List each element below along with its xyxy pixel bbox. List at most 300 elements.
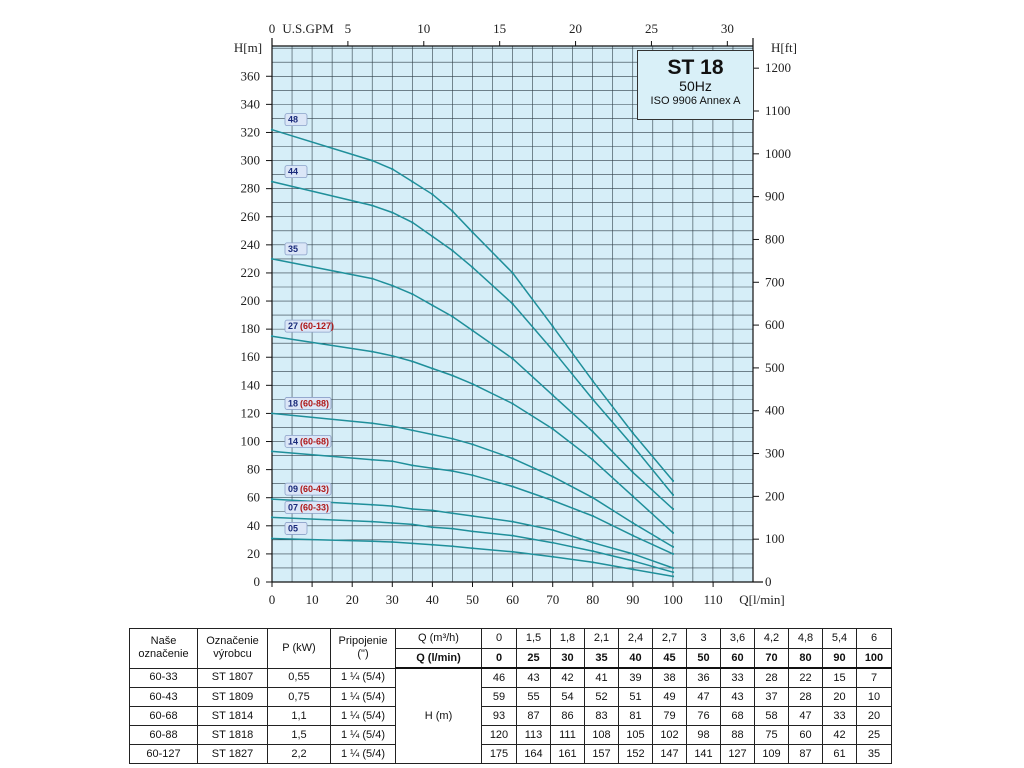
cell-connection: 1 ¼ (5/4) [331,707,396,726]
cell-head-value: 102 [653,726,687,745]
q-m3h-value: 2,1 [585,629,619,649]
cell-head-value: 58 [755,707,789,726]
series-point [632,445,634,447]
right-tick-label: 500 [765,359,785,375]
cell-head-value: 87 [517,707,551,726]
cell-head-value: 81 [619,707,653,726]
cell-connection: 1 ¼ (5/4) [331,668,396,688]
q-lmin-value: 0 [482,649,517,669]
cell-power: 0,55 [268,668,331,688]
cell-head-value: 20 [857,707,892,726]
series-point [632,522,634,524]
cell-head-value: 47 [687,688,721,707]
cell-head-value: 60 [789,726,823,745]
series-point [271,498,273,500]
cell-head-value: 52 [585,688,619,707]
series-point [511,551,513,553]
series-point [672,571,674,573]
series-tag-label: 27 [288,321,299,332]
series-point [451,210,453,212]
table-header-row [130,629,892,649]
series-point [511,457,513,459]
cell-head-value: 51 [619,688,653,707]
cell-power: 0,75 [268,688,331,707]
y-tick-label: 160 [240,349,260,365]
cell-head-value: 47 [789,707,823,726]
header-head: H (m) [396,668,482,764]
top-tick-label: 25 [644,21,658,36]
y-tick-label: 320 [240,124,260,140]
cell-head-value: 22 [789,668,823,688]
cell-head-value: 86 [551,707,585,726]
series-point [592,398,594,400]
series-point [672,508,674,510]
cell-head-value: 55 [517,688,551,707]
top-tick-label: 20 [569,21,583,36]
cell-power: 1,5 [268,726,331,745]
series-point [271,258,273,260]
series-point [592,542,594,544]
cell-head-value: 79 [653,707,687,726]
top-tick-label: 15 [493,21,507,36]
top-tick-label: 5 [344,21,352,36]
y-tick-label: 100 [240,433,260,449]
y-tick-label: 340 [240,96,260,112]
y-axis-unit: H[m] [233,40,263,55]
series-point [451,470,453,472]
series-point [371,277,373,279]
top-axis-unit: U.S.GPM [282,21,334,36]
cell-connection: 1 ¼ (5/4) [331,688,396,707]
series-point [371,504,373,506]
series-point [471,443,473,445]
series-point [371,540,373,542]
series-point [592,459,594,461]
spec-table-body [130,629,892,764]
right-axis-unit: H[ft] [771,40,797,55]
q-lmin-value: 35 [585,649,619,669]
series-point [471,547,473,549]
q-lmin-value: 100 [857,649,892,669]
series-point [592,515,594,517]
y-tick-label: 220 [240,264,260,280]
cell-manufacturer-designation: ST 1809 [198,688,268,707]
cell-head-value: 54 [551,688,585,707]
cell-head-value: 108 [585,726,619,745]
cell-our-designation: 60-33 [130,668,198,688]
header-q-m3h: Q (m³/h) [396,629,482,649]
header-q-lmin: Q (l/min) [396,649,482,669]
series-point [672,494,674,496]
q-m3h-value: 2,7 [653,629,687,649]
right-tick-label: 600 [765,317,785,333]
cell-manufacturer-designation: ST 1807 [198,668,268,688]
table-row [130,745,892,764]
series-point [451,315,453,317]
series-point [271,537,273,539]
q-m3h-value: 1,5 [517,629,551,649]
series-point [471,383,473,385]
series-point [552,556,554,558]
q-lmin-value: 50 [687,649,721,669]
table-row [130,707,892,726]
right-tick-label: 0 [765,574,772,589]
series-point [552,349,554,351]
y-tick-label: 20 [247,545,260,561]
series-point [632,553,634,555]
cell-head-value: 109 [755,745,789,764]
series-point [632,535,634,537]
right-tick-label: 1000 [765,145,791,161]
series-point [271,181,273,183]
series-point [552,542,554,544]
cell-head-value: 33 [721,668,755,688]
series-point [411,464,413,466]
series-point [672,575,674,577]
cell-head-value: 37 [755,688,789,707]
cell-head-value: 10 [857,688,892,707]
series-point [431,526,433,528]
q-m3h-value: 1,8 [551,629,585,649]
series-point [451,438,453,440]
cell-manufacturer-designation: ST 1814 [198,707,268,726]
x-tick-label: 10 [305,592,319,607]
series-point [391,355,393,357]
table-row [130,668,892,688]
series-model-label: (60-43) [300,484,330,495]
series-model-label: (60-88) [300,398,330,409]
series-point [511,520,513,522]
cell-head-value: 98 [687,726,721,745]
series-point [391,211,393,213]
q-m3h-value: 3,6 [721,629,755,649]
series-point [431,193,433,195]
chart-title: ST 18 [667,56,724,79]
top-tick-label: 0 [268,21,276,36]
y-tick-label: 200 [240,293,260,309]
x-tick-label: 110 [703,592,723,607]
q-lmin-value: 80 [789,649,823,669]
cell-connection: 1 ¼ (5/4) [331,726,396,745]
y-tick-label: 80 [247,461,260,477]
cell-our-designation: 60-43 [130,688,198,707]
y-tick-label: 120 [240,405,260,421]
q-lmin-value: 25 [517,649,551,669]
series-point [271,450,273,452]
series-point [371,520,373,522]
series-point [552,394,554,396]
cell-head-value: 161 [551,745,585,764]
cell-head-value: 35 [857,745,892,764]
series-point [451,249,453,251]
series-point [451,545,453,547]
series-point [271,412,273,414]
cell-head-value: 111 [551,726,585,745]
cell-head-value: 25 [857,726,892,745]
y-tick-label: 360 [240,68,260,84]
y-tick-label: 240 [240,236,260,252]
series-point [411,542,413,544]
cell-our-designation: 60-88 [130,726,198,745]
table-row [130,688,892,707]
cell-our-designation: 60-127 [130,745,198,764]
q-m3h-value: 3 [687,629,721,649]
cell-head-value: 36 [687,668,721,688]
series-tag-label: 09 [288,484,299,495]
x-tick-label: 60 [506,592,520,607]
q-lmin-value: 40 [619,649,653,669]
right-tick-label: 400 [765,402,785,418]
x-tick-label: 50 [466,592,479,607]
right-tick-label: 1100 [765,102,791,118]
cell-head-value: 33 [823,707,857,726]
series-tag-label: 48 [288,114,299,125]
series-point [592,431,594,433]
cell-head-value: 20 [823,688,857,707]
series-point [431,467,433,469]
header-power: P (kW) [268,629,331,669]
series-point [371,204,373,206]
series-point [632,560,634,562]
cell-head-value: 152 [619,745,653,764]
x-tick-label: 90 [626,592,640,607]
cell-connection: 1 ¼ (5/4) [331,745,396,764]
y-tick-label: 300 [240,152,260,168]
chart-subtitle-standard: ISO 9906 Annex A [650,95,741,107]
series-point [451,528,453,530]
series-point [391,522,393,524]
series-point [431,304,433,306]
series-point [592,561,594,563]
series-point [672,532,674,534]
top-tick-label: 10 [417,21,431,36]
series-point [592,550,594,552]
cell-head-value: 88 [721,726,755,745]
series-tag-label: 05 [288,523,299,534]
cell-head-value: 164 [517,745,551,764]
cell-head-value: 147 [653,745,687,764]
series-point [371,159,373,161]
cell-head-value: 105 [619,726,653,745]
cell-head-value: 113 [517,726,551,745]
right-tick-label: 1200 [765,60,791,76]
top-tick-label: 30 [720,21,734,36]
cell-head-value: 127 [721,745,755,764]
x-tick-label: 0 [268,592,276,607]
x-tick-label: 20 [345,592,359,607]
series-tag-label: 35 [288,243,299,254]
series-tag-label: 44 [288,166,299,177]
series-point [672,480,674,482]
cell-power: 2,2 [268,745,331,764]
series-point [471,329,473,331]
series-point [391,541,393,543]
chart-subtitle-frequency: 50Hz [679,78,712,94]
cell-head-value: 15 [823,668,857,688]
x-axis-unit: Q[l/min] [739,592,785,607]
x-tick-label: 30 [385,592,399,607]
series-point [451,374,453,376]
series-point [391,425,393,427]
series-point [511,535,513,537]
y-tick-label: 180 [240,321,260,337]
header-connection: Pripojenie (") [331,629,396,669]
right-tick-label: 100 [765,531,785,547]
cell-head-value: 42 [823,726,857,745]
x-tick-label: 40 [425,592,439,607]
series-tag-label: 14 [288,436,299,447]
cell-head-value: 61 [823,745,857,764]
series-tag-label: 18 [288,398,299,409]
y-tick-label: 280 [240,180,260,196]
series-point [552,476,554,478]
series-point [552,325,554,327]
right-tick-label: 200 [765,488,785,504]
q-m3h-value: 4,2 [755,629,789,649]
cell-head-value: 42 [551,668,585,688]
cell-manufacturer-designation: ST 1827 [198,745,268,764]
cell-head-value: 43 [721,688,755,707]
cell-head-value: 43 [517,668,551,688]
cell-head-value: 46 [482,668,517,688]
y-tick-label: 0 [253,574,260,589]
series-point [411,523,413,525]
series-point [431,509,433,511]
q-m3h-value: 2,4 [619,629,653,649]
table-row [130,726,892,745]
cell-head-value: 76 [687,707,721,726]
cell-head-value: 41 [585,668,619,688]
series-point [471,231,473,233]
series-point [391,505,393,507]
header-our-designation: Naše označenie [130,629,198,669]
cell-head-value: 28 [789,688,823,707]
q-m3h-value: 0 [482,629,517,649]
series-point [471,474,473,476]
series-point [592,497,594,499]
series-point [511,358,513,360]
cell-head-value: 68 [721,707,755,726]
q-m3h-value: 4,8 [789,629,823,649]
q-lmin-value: 30 [551,649,585,669]
q-lmin-value: 60 [721,649,755,669]
x-tick-label: 80 [586,592,600,607]
series-point [471,266,473,268]
series-point [371,351,373,353]
right-tick-label: 900 [765,188,785,204]
series-point [632,568,634,570]
series-point [431,433,433,435]
series-point [271,516,273,518]
series-point [391,284,393,286]
series-point [431,235,433,237]
series-point [552,529,554,531]
x-tick-label: 70 [546,592,560,607]
series-point [632,495,634,497]
series-point [672,567,674,569]
q-lmin-value: 90 [823,649,857,669]
q-m3h-value: 6 [857,629,892,649]
series-tag-label: 07 [288,502,299,513]
cell-head-value: 38 [653,668,687,688]
series-point [632,432,634,434]
right-tick-label: 300 [765,445,785,461]
series-point [511,303,513,305]
spec-table [129,628,892,764]
series-point [592,380,594,382]
cell-head-value: 141 [687,745,721,764]
cell-head-value: 7 [857,668,892,688]
cell-our-designation: 60-68 [130,707,198,726]
cell-manufacturer-designation: ST 1818 [198,726,268,745]
header-manufacturer-designation: Označenie výrobcu [198,629,268,669]
series-point [411,293,413,295]
series-point [371,422,373,424]
cell-head-value: 83 [585,707,619,726]
series-point [672,553,674,555]
series-point [471,515,473,517]
cell-head-value: 157 [585,745,619,764]
chart-title-box [637,50,754,120]
series-model-label: (60-33) [300,502,330,513]
cell-head-value: 87 [789,745,823,764]
y-tick-label: 40 [247,517,260,533]
series-point [391,460,393,462]
series-point [411,360,413,362]
cell-head-value: 39 [619,668,653,688]
series-point [411,221,413,223]
series-point [431,544,433,546]
cell-head-value: 175 [482,745,517,764]
series-point [632,471,634,473]
cell-head-value: 120 [482,726,517,745]
cell-head-value: 59 [482,688,517,707]
series-point [451,512,453,514]
y-tick-label: 140 [240,377,260,393]
right-tick-label: 800 [765,231,785,247]
series-point [511,402,513,404]
series-point [552,428,554,430]
series-point [511,485,513,487]
cell-head-value: 75 [755,726,789,745]
cell-power: 1,1 [268,707,331,726]
series-point [511,272,513,274]
series-point [391,168,393,170]
x-tick-label: 100 [663,592,683,607]
series-point [371,459,373,461]
right-tick-label: 700 [765,274,785,290]
series-point [471,530,473,532]
y-tick-label: 260 [240,208,260,224]
series-point [552,499,554,501]
series-point [431,367,433,369]
series-model-label: (60-127) [300,321,335,332]
cell-head-value: 93 [482,707,517,726]
series-point [411,508,413,510]
q-lmin-value: 45 [653,649,687,669]
cell-head-value: 28 [755,668,789,688]
series-point [672,546,674,548]
series-model-label: (60-68) [300,436,330,447]
series-point [271,129,273,131]
y-tick-label: 60 [247,489,260,505]
cell-head-value: 49 [653,688,687,707]
q-m3h-value: 5,4 [823,629,857,649]
q-lmin-value: 70 [755,649,789,669]
series-point [271,335,273,337]
series-point [411,181,413,183]
series-point [411,429,413,431]
